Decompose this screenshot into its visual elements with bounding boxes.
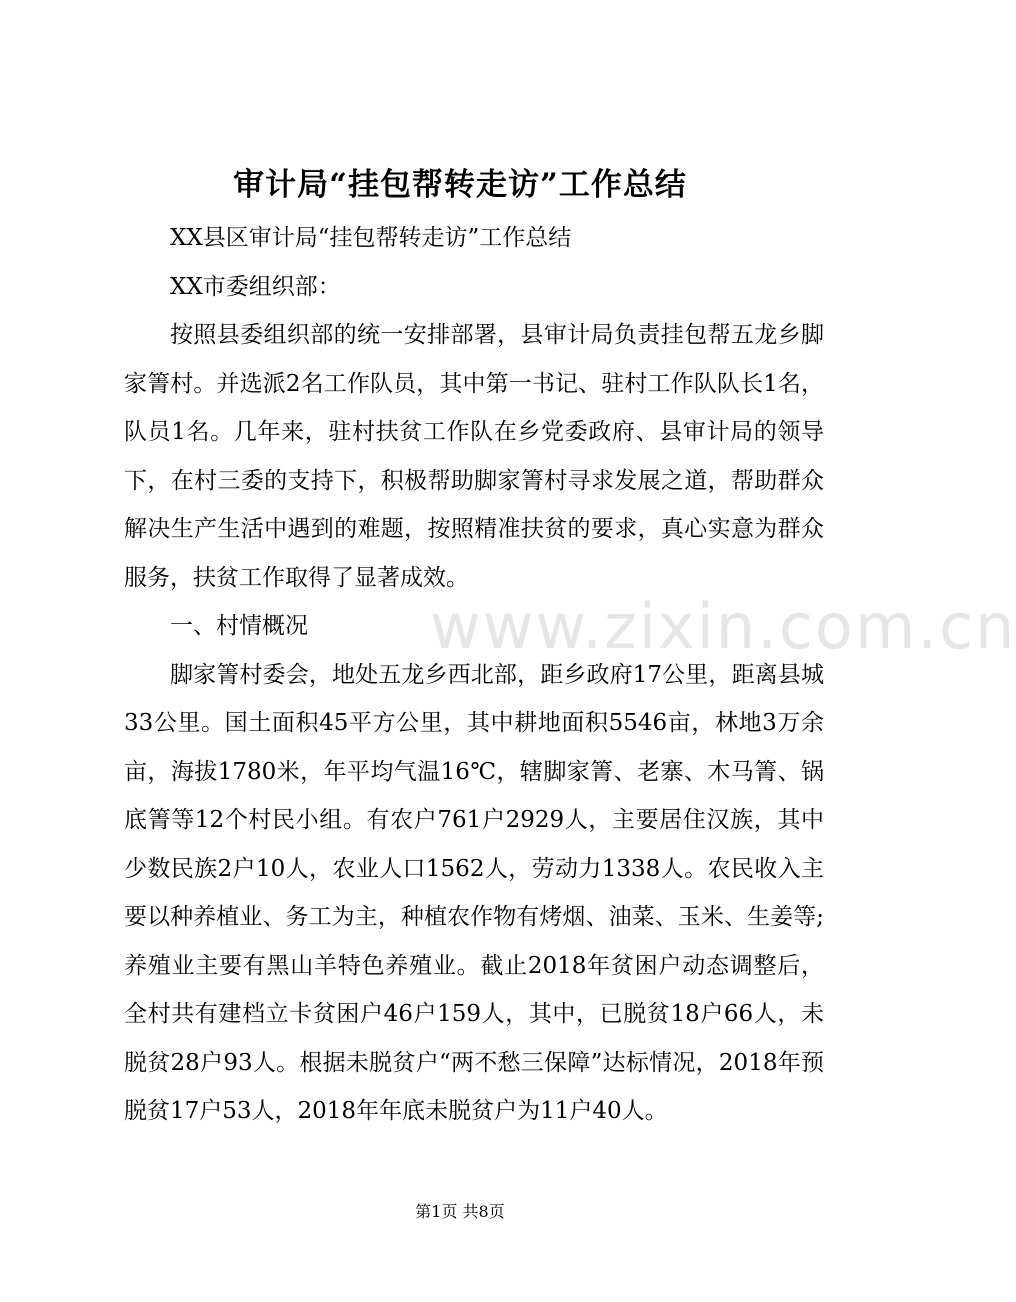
- watermark: www.zixin.com.cn: [430, 590, 1016, 663]
- document-body: [124, 214, 824, 1136]
- subtitle-paragraph: XX县区审计局“挂包帮转走访”工作总结: [170, 225, 572, 251]
- village-overview-paragraph: 脚家箐村委会，地处五龙乡西北部，距乡政府17公里，距离县城33公里。国土面积45平方公里，其中耕地面积5546亩，林地3万余亩，海拔1780米，年平均气温16℃，辖脚家箐、老寨、木马箐、锅底箐等12个村民小组。有农户761户2929人，主要居住汉族，其中少数民族2户10人，农业人口1562人，劳动力1338人。农民收入主要以种养植业、务工为主，种植农作物有烤烟、油菜、玉米、生姜等;养殖业主要有黑山羊特色养殖业。截止2018年贫困户动态调整后，全村共有建档立卡贫困户46户159人，其中，已脱贫18户66人，未脱贫28户93人。根据未脱贫户“两不愁三保障”达标情况，2018年预脱贫17户53人，2018年年底未脱贫户为11户40人。: [124, 661, 824, 1124]
- page-footer: 第1页 共8页: [415, 1202, 505, 1221]
- addressee-paragraph: XX市委组织部：: [170, 273, 341, 300]
- section-heading: 一、村情概况: [170, 613, 308, 639]
- document-title: 审计局“挂包帮转走访”工作总结: [233, 167, 687, 203]
- intro-paragraph: 按照县委组织部的统一安排部署，县审计局负责挂包帮五龙乡脚家箐村。并选派2名工作队员，其中第一书记、驻村工作队队长1名，队员1名。几年来，驻村扶贫工作队在乡党委政府、县审计局的领导下，在村三委的支持下，积极帮助脚家箐村寻求发展之道，帮助群众解决生产生活中遇到的难题，按照精准扶贫的要求，真心实意为群众服务，扶贫工作取得了显著成效。: [124, 322, 824, 591]
